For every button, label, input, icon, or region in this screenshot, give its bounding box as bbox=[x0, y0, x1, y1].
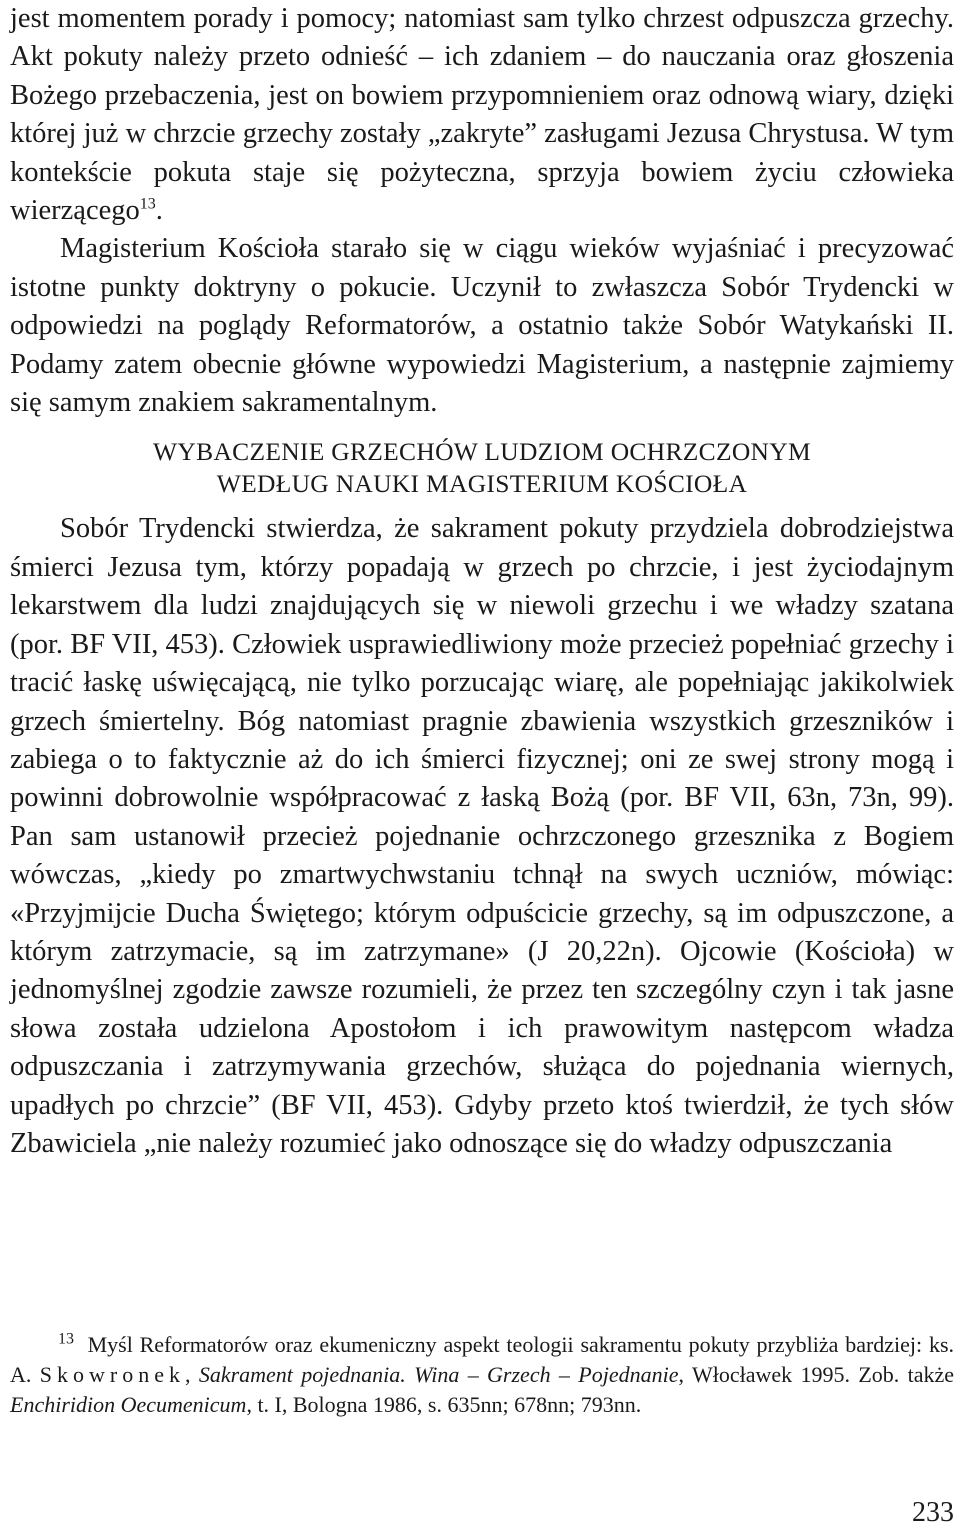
page-body bbox=[10, 0, 954, 1163]
paragraph-1-end: . bbox=[155, 195, 163, 227]
footnote-ref-13[interactable]: 13 bbox=[139, 195, 156, 213]
paragraph-2: Magisterium Kościoła starało się w ciągu wieków wyjaśniać i precyzować istotne punkty doktryny o pokucie. Uczynił to zwłaszcza Sobór Trydencki w odpowiedzi na poglądy Reformatorów, a ostatnio także Sobór Watykański II. Podamy zatem obecnie główne wypowiedzi Magisterium, a następnie zajmiemy się samym znakiem sakramentalnym. bbox=[10, 233, 954, 419]
footnote-author: Skowronek bbox=[39, 1362, 185, 1387]
page-number: 233 bbox=[912, 1497, 954, 1528]
paragraph-3: Sobór Trydencki stwierdza, że sakrament pokuty przydziela dobrodziejstwa śmierci Jezusa tym, którzy popadają w grzech po chrzcie, i jest życiodajnym lekarstwem dla ludzi znajdujących się w niewoli grzechu i we władzy szatana (por. BF VII, 453). Człowiek usprawiedliwiony może przecież popełniać grzechy i tracić łaskę uświęcającą, nie tylko porzucając wiarę, ale popełniając jakikolwiek grzech śmiertelny. Bóg natomiast pragnie zbawienia wszystkich grzeszników i zabiega o to faktycznie aż do ich śmierci fizycznej; oni ze swej strony mogą i powinni dobrowolnie współpracować z łaską Bożą (por. BF VII, 63n, 73n, 99). Pan sam ustanowił przecież pojednanie ochrzczonego grzesznika z Bogiem wówczas, „kiedy po zmartwychwstaniu tchnął na swych uczniów, mówiąc: «Przyjmijcie Ducha Świętego; którym odpuścicie grzechy, są im odpuszczone, a którym zatrzymacie, są im zatrzymane» (J 20,22n). Ojcowie (Kościoła) w jednomyślnej zgodzie zawsze rozumieli, że przez ten szczególny czyn i tak jasne słowa została udzielona Apostołom i ich prawowitym następcom władza odpuszczania i zatrzymywania grzechów, służąca do pojednania wiernych, upadłych po chrzcie” (BF VII, 453). Gdyby przeto ktoś twierdził, że tych słów Zbawiciela „nie należy rozumieć jako odnoszące się do władzy odpuszczania bbox=[10, 513, 954, 1159]
section-heading-line-2: WEDŁUG NAUKI MAGISTERIUM KOŚCIOŁA bbox=[216, 469, 748, 499]
footnote-title-1: Sakrament pojednania. Wina – Grzech – Pojednanie bbox=[198, 1362, 679, 1387]
footnote-comma: , bbox=[184, 1362, 191, 1387]
footnote-text-mid: , Włocławek 1995. Zob. także bbox=[678, 1362, 955, 1387]
footnote-text-before: Myśl Reformatorów oraz ekumeniczny aspekt teologii sakramentu pokuty przybliża bardziej: ks. A. bbox=[10, 1332, 955, 1387]
footnote-number: 13 bbox=[58, 1330, 74, 1348]
footnote-text-end: , t. I, Bologna 1986, s. 635nn; 678nn; 793nn. bbox=[246, 1392, 642, 1417]
paragraph-1 bbox=[10, 0, 954, 230]
paragraph-1-text: jest momentem porady i pomocy; natomiast sam tylko chrzest odpuszcza grzechy. Akt pokuty należy przeto odnieść – ich zdaniem – do nauczania oraz głoszenia Bożego przebaczenia, jest on bowiem przypomnieniem oraz odnową wiary, dzięki której już w chrzcie grzechy zostały „zakryte” zasługami Jezusa Chrystusa. W tym kontekście pokuta staje się pożyteczna, sprzyja bowiem życiu człowieka wierzącego bbox=[10, 3, 954, 227]
footnote-title-2: Enchiridion Oecumenicum bbox=[10, 1392, 247, 1417]
footnote-13 bbox=[10, 1330, 954, 1420]
section-heading bbox=[10, 436, 954, 500]
section-heading-line-1: WYBACZENIE GRZECHÓW LUDZIOM OCHRZCZONYM bbox=[153, 437, 811, 467]
